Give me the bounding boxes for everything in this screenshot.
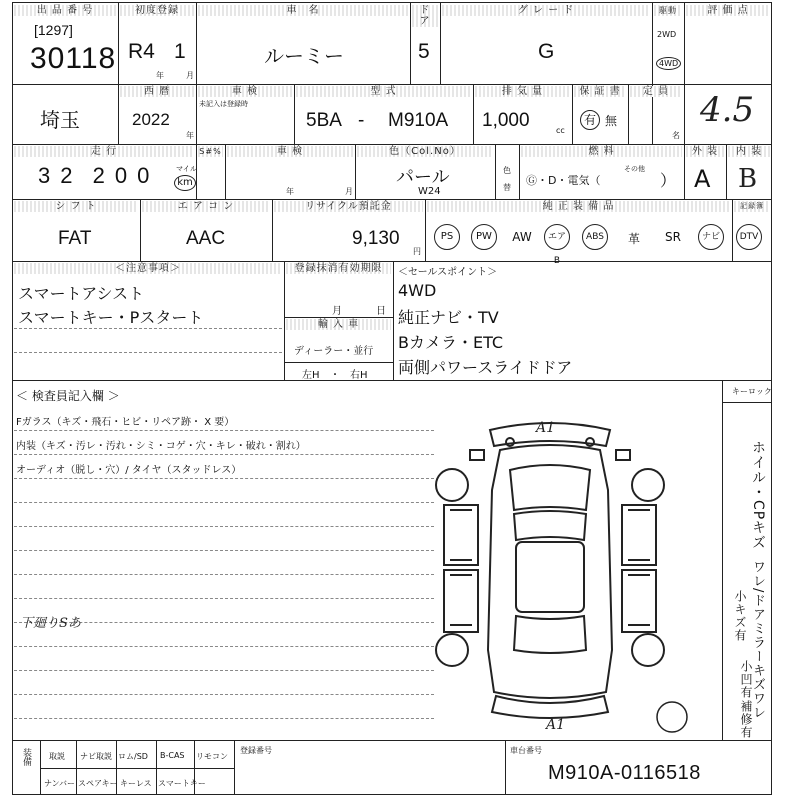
recycle-value: 9,130	[352, 228, 400, 249]
spare-tire-circle	[655, 700, 689, 734]
grade-header: グ レ ー ド	[442, 5, 650, 16]
fuel-header: 燃 料	[521, 146, 682, 157]
car-name: ルーミー	[264, 44, 344, 68]
right-note-repair: 補修有	[739, 700, 753, 739]
lot-bracket: [1297]	[34, 22, 73, 38]
shift: FAT	[58, 228, 92, 249]
model-code: M910A	[388, 110, 449, 131]
color-header: 色（Col.No）	[357, 146, 493, 157]
displacement-unit: cc	[556, 126, 565, 135]
fuel-close: ）	[660, 171, 677, 190]
region: 埼玉	[40, 108, 80, 132]
chassis-number: M910A-0116518	[548, 762, 701, 784]
mileage-digit: 2	[60, 163, 83, 188]
exterior-grade: A	[694, 165, 711, 193]
note-line-2: スマートキー・Pスタート	[18, 308, 204, 327]
equipment-abs: ABS	[582, 224, 608, 250]
notes-header: ＜注意事項＞	[14, 263, 282, 274]
inspector-note-glass: Fガラス（キズ・飛石・ヒビ・リペア跡・ X 要）	[16, 417, 235, 428]
lot-number-header: 出 品 番 号	[14, 5, 116, 16]
color-name: パール	[396, 167, 450, 188]
right-note-wheel: ホイル・CPキズ	[750, 440, 766, 551]
mileage-header: 走 行	[14, 146, 194, 157]
item-spare-key: スペアキー	[78, 779, 118, 788]
drive-4wd: 4WD	[659, 59, 679, 68]
aircon: AAC	[186, 228, 226, 249]
aircon-header: エ ア コ ン	[142, 201, 270, 212]
recycle-header: リサイクル預託金	[274, 201, 423, 212]
color-month-unit: 月	[345, 187, 353, 196]
sales-point-1: 4WD	[398, 281, 437, 300]
shaken-header: 車 検	[198, 86, 292, 97]
displacement: 1,000	[482, 110, 530, 131]
rear-mark: A1	[546, 717, 566, 733]
inspector-note-audio: オーディオ（脱し・穴）/ タイヤ（スタッドレス）	[16, 465, 242, 476]
dealer-parallel: ディーラー・並行	[294, 346, 374, 357]
first-registration-header: 初度登録	[120, 5, 194, 16]
item-rom-sd: ロム/SD	[118, 752, 148, 761]
equipment-aw: AW	[512, 230, 532, 244]
recorder-header: 記録簿	[734, 201, 770, 212]
equipment-header: 純 正 装 備 品	[427, 201, 730, 212]
right-note-small-scratch: 小キズ有	[733, 590, 747, 642]
right-hand: 右H	[350, 370, 368, 381]
registration-header: 登録抹消有効期限	[286, 263, 391, 274]
capacity-unit: 名	[672, 131, 680, 140]
color-code: W24	[418, 186, 441, 197]
shaken-note: 未記入は登録時	[199, 100, 248, 108]
year-unit: 年	[156, 71, 164, 80]
registration-day: 日	[376, 306, 386, 317]
mileage-digit: 2	[92, 163, 115, 188]
model-dash: -	[358, 110, 365, 131]
car-name-header: 車 名	[198, 5, 408, 16]
item-navi-manual: ナビ取説	[80, 752, 112, 761]
equipment-dtv: DTV	[736, 224, 762, 250]
sales-header: ＜セールスポイント＞	[398, 267, 498, 278]
equipment-airbag: エアB	[544, 224, 570, 250]
mileage-digits	[38, 163, 159, 189]
right-note-mirror: ワレ/ドアミラーキズワレ	[750, 560, 765, 720]
car-diagram	[430, 410, 670, 730]
drive-4wd-circled	[656, 57, 681, 70]
note-line-1: スマートアシスト	[18, 284, 145, 303]
year-header: 西 暦	[120, 86, 194, 97]
equipment-side-label: 装備	[21, 748, 31, 766]
fuel: Ⓖ・D・電気（	[526, 174, 601, 187]
chassis-header: 車台番号	[510, 746, 542, 755]
model-header: 型 式	[296, 86, 471, 97]
inspector-header: ＜ 検査員記入欄 ＞	[16, 389, 120, 403]
model-prefix: 5BA	[306, 110, 342, 131]
shaken-year-unit: 年	[186, 131, 194, 140]
equipment-ps: PS	[434, 224, 460, 250]
mileage-digit: 3	[38, 163, 61, 188]
drive-2wd: 2WD	[657, 30, 677, 39]
shift-header: シ フ ト	[14, 201, 138, 212]
right-note-small-dent: 小凹有	[739, 660, 753, 699]
item-remote: リモコン	[196, 752, 228, 761]
year: 2022	[132, 110, 170, 129]
item-smart-key: スマートキー	[158, 779, 206, 788]
hand-separator: ・	[330, 370, 340, 381]
capacity-header: 定 員	[630, 86, 682, 97]
doors: 5	[418, 40, 430, 63]
item-manual: 取説	[49, 752, 65, 761]
color-label-1: 色	[503, 166, 511, 175]
drive-header: 駆動	[654, 5, 682, 16]
sales-point-2: 純正ナビ・TV	[398, 308, 499, 327]
lot-number: 30118	[30, 42, 117, 75]
interior-grade: B	[738, 164, 758, 194]
warranty-header: 保 証 書	[574, 86, 626, 97]
exterior-header: 外 装	[686, 146, 724, 157]
warranty-yes: 有	[580, 110, 600, 130]
equipment-navi: ナビ	[698, 224, 724, 250]
score-handwritten: 4.5	[700, 90, 755, 130]
sales-point-4: 両側パワースライドドア	[398, 358, 573, 377]
month-unit: 月	[186, 71, 194, 80]
item-number-plate: ナンバー	[44, 779, 76, 788]
front-mark: A1	[536, 420, 556, 436]
sales-point-3: Bカメラ・ETC	[398, 333, 504, 352]
color-label-2: 替	[503, 183, 511, 192]
keylock-header: キーロック	[732, 387, 772, 396]
equipment-sr: SR	[665, 230, 681, 244]
score-header: 評 価 点	[686, 5, 770, 16]
recycle-unit: 円	[413, 247, 421, 256]
displacement-header: 排 気 量	[475, 86, 570, 97]
first-registration-era-year: R4	[128, 40, 155, 63]
item-bcas: B-CAS	[160, 751, 185, 760]
interior-header: 内 装	[728, 146, 770, 157]
color-year-unit: 年	[286, 187, 294, 196]
mileage-unit-alt: マイル	[176, 165, 197, 173]
handwritten-undercarriage: 下廻りSあ	[20, 616, 81, 631]
registration-number-label: 登録番号	[240, 746, 272, 755]
shaken2-header: 車 検	[227, 146, 353, 157]
mileage-digit: 0	[137, 163, 160, 188]
first-registration-month: 1	[174, 40, 186, 63]
doors-header: ド ア	[412, 5, 438, 27]
equipment-leather: 革	[627, 232, 640, 246]
item-keyless: キーレス	[120, 779, 152, 788]
mileage-unit-km: km	[174, 175, 196, 191]
registration-month: 月	[332, 306, 342, 317]
mileage-digit: 0	[114, 163, 138, 188]
warranty-no: 無	[605, 114, 618, 128]
fuel-other: その他	[624, 165, 645, 173]
grade: G	[538, 40, 555, 63]
inspector-note-interior: 内装（キズ・汚レ・汚れ・シミ・コゲ・穴・キレ・破れ・割れ）	[16, 441, 306, 452]
equipment-pw: PW	[471, 224, 497, 250]
import-header: 輸 入 車	[286, 319, 391, 330]
s-no-header: S#%	[199, 147, 222, 156]
left-hand: 左H	[302, 370, 320, 381]
